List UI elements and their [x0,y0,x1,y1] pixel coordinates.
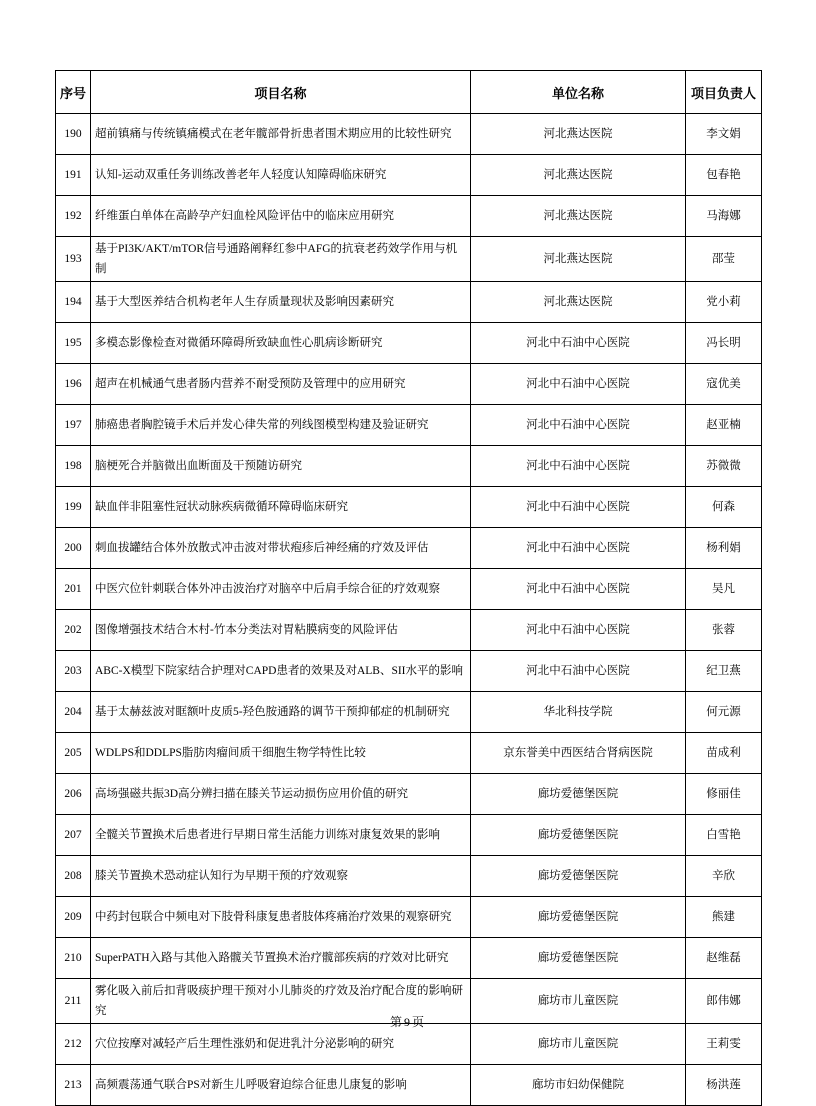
cell-unit-name: 河北中石油中心医院 [471,569,686,610]
cell-unit-name: 河北中石油中心医院 [471,323,686,364]
cell-unit-name: 廊坊市儿童医院 [471,979,686,1024]
cell-no: 198 [56,446,91,487]
cell-no: 206 [56,774,91,815]
cell-no: 193 [56,237,91,282]
cell-leader: 杨洪莲 [686,1065,762,1106]
cell-no: 207 [56,815,91,856]
table-row [56,114,762,155]
cell-unit-name: 京东誉美中西医结合肾病医院 [471,733,686,774]
table-row [56,897,762,938]
cell-project-name: 缺血伴非阻塞性冠状动脉疾病微循环障碍临床研究 [91,487,471,528]
cell-leader: 党小莉 [686,282,762,323]
cell-unit-name: 河北中石油中心医院 [471,364,686,405]
table-row [56,323,762,364]
cell-unit-name: 廊坊爱德堡医院 [471,774,686,815]
cell-no: 211 [56,979,91,1024]
cell-leader: 冯长明 [686,323,762,364]
cell-no: 202 [56,610,91,651]
cell-leader: 何元源 [686,692,762,733]
header-no: 序号 [56,71,91,114]
cell-unit-name: 河北中石油中心医院 [471,446,686,487]
cell-unit-name: 廊坊爱德堡医院 [471,897,686,938]
cell-unit-name: 河北燕达医院 [471,114,686,155]
cell-no: 196 [56,364,91,405]
cell-project-name: 多模态影像检查对微循环障碍所致缺血性心肌病诊断研究 [91,323,471,364]
cell-project-name: 基于太赫兹波对眶额叶皮质5-羟色胺通路的调节干预抑郁症的机制研究 [91,692,471,733]
cell-project-name: 高场强磁共振3D高分辨扫描在膝关节运动损伤应用价值的研究 [91,774,471,815]
cell-leader: 马海娜 [686,196,762,237]
cell-project-name: 图像增强技术结合木村-竹本分类法对胃粘膜病变的风险评估 [91,610,471,651]
table-row [56,196,762,237]
cell-project-name: 超声在机械通气患者肠内营养不耐受预防及管理中的应用研究 [91,364,471,405]
cell-project-name: 中医穴位针刺联合体外冲击波治疗对脑卒中后肩手综合征的疗效观察 [91,569,471,610]
cell-no: 213 [56,1065,91,1106]
cell-project-name: 全髋关节置换术后患者进行早期日常生活能力训练对康复效果的影响 [91,815,471,856]
cell-project-name: 高频震荡通气联合PS对新生儿呼吸窘迫综合征患儿康复的影响 [91,1065,471,1106]
cell-no: 208 [56,856,91,897]
cell-project-name: 基于PI3K/AKT/mTOR信号通路阐释红参中AFG的抗衰老药效学作用与机制 [91,237,471,282]
cell-no: 212 [56,1024,91,1065]
cell-project-name: 中药封包联合中频电对下肢骨科康复患者肢体疼痛治疗效果的观察研究 [91,897,471,938]
cell-leader: 白雪艳 [686,815,762,856]
cell-unit-name: 河北中石油中心医院 [471,405,686,446]
cell-leader: 王莉雯 [686,1024,762,1065]
table-row [56,1065,762,1106]
cell-no: 203 [56,651,91,692]
cell-leader: 熊建 [686,897,762,938]
cell-unit-name: 廊坊爱德堡医院 [471,938,686,979]
table-row [56,155,762,196]
cell-project-name: 基于大型医养结合机构老年人生存质量现状及影响因素研究 [91,282,471,323]
table-body [56,114,762,1106]
cell-unit-name: 河北中石油中心医院 [471,528,686,569]
cell-no: 201 [56,569,91,610]
cell-leader: 何森 [686,487,762,528]
table-row [56,364,762,405]
cell-project-name: 纤维蛋白单体在高龄孕产妇血栓风险评估中的临床应用研究 [91,196,471,237]
cell-project-name: 雾化吸入前后扣背吸痰护理干预对小儿肺炎的疗效及治疗配合度的影响研究 [91,979,471,1024]
cell-unit-name: 河北燕达医院 [471,282,686,323]
cell-leader: 修丽佳 [686,774,762,815]
cell-project-name: 脑梗死合并脑微出血断面及干预随访研究 [91,446,471,487]
cell-project-name: 刺血拔罐结合体外放散式冲击波对带状疱疹后神经痛的疗效及评估 [91,528,471,569]
cell-project-name: WDLPS和DDLPS脂肪肉瘤间质干细胞生物学特性比较 [91,733,471,774]
header-unit-name: 单位名称 [471,71,686,114]
table-row [56,815,762,856]
cell-unit-name: 华北科技学院 [471,692,686,733]
cell-no: 199 [56,487,91,528]
table-row [56,938,762,979]
cell-no: 190 [56,114,91,155]
table-header [56,71,762,114]
cell-project-name: 超前镇痛与传统镇痛模式在老年髋部骨折患者围术期应用的比较性研究 [91,114,471,155]
cell-leader: 邵莹 [686,237,762,282]
cell-leader: 寇优美 [686,364,762,405]
cell-leader: 郎伟娜 [686,979,762,1024]
cell-leader: 张蓉 [686,610,762,651]
table-row [56,237,762,282]
table-row [56,610,762,651]
cell-unit-name: 河北中石油中心医院 [471,487,686,528]
cell-no: 197 [56,405,91,446]
cell-no: 194 [56,282,91,323]
cell-leader: 吴凡 [686,569,762,610]
cell-unit-name: 廊坊市儿童医院 [471,1024,686,1065]
cell-project-name: SuperPATH入路与其他入路髋关节置换术治疗髋部疾病的疗效对比研究 [91,938,471,979]
cell-leader: 包春艳 [686,155,762,196]
header-project-name: 项目名称 [91,71,471,114]
cell-unit-name: 廊坊爱德堡医院 [471,815,686,856]
cell-no: 200 [56,528,91,569]
cell-no: 205 [56,733,91,774]
cell-project-name: 膝关节置换术恐动症认知行为早期干预的疗效观察 [91,856,471,897]
cell-no: 191 [56,155,91,196]
cell-leader: 纪卫燕 [686,651,762,692]
header-leader: 项目负责人 [686,71,762,114]
project-table [55,70,762,1106]
cell-project-name: 肺癌患者胸腔镜手术后并发心律失常的列线图模型构建及验证研究 [91,405,471,446]
cell-unit-name: 河北中石油中心医院 [471,651,686,692]
table-row [56,282,762,323]
page-number: 第9页 [389,1015,426,1029]
cell-unit-name: 河北中石油中心医院 [471,610,686,651]
cell-project-name: 穴位按摩对减轻产后生理性涨奶和促进乳汁分泌影响的研究 [91,1024,471,1065]
cell-leader: 赵亚楠 [686,405,762,446]
cell-unit-name: 河北燕达医院 [471,237,686,282]
table-row [56,856,762,897]
cell-unit-name: 河北燕达医院 [471,155,686,196]
cell-leader: 李文娟 [686,114,762,155]
header-row [56,71,762,114]
cell-no: 210 [56,938,91,979]
table-row [56,405,762,446]
cell-no: 192 [56,196,91,237]
table-row [56,651,762,692]
cell-leader: 苏微微 [686,446,762,487]
cell-unit-name: 廊坊市妇幼保健院 [471,1065,686,1106]
table-row [56,774,762,815]
cell-unit-name: 廊坊爱德堡医院 [471,856,686,897]
table-row [56,487,762,528]
cell-leader: 杨利娟 [686,528,762,569]
cell-leader: 辛欣 [686,856,762,897]
cell-leader: 赵维磊 [686,938,762,979]
cell-project-name: 认知-运动双重任务训练改善老年人轻度认知障碍临床研究 [91,155,471,196]
cell-no: 209 [56,897,91,938]
cell-no: 195 [56,323,91,364]
cell-project-name: ABC-X模型下院家结合护理对CAPD患者的效果及对ALB、SII水平的影响 [91,651,471,692]
table-row [56,528,762,569]
table-row [56,446,762,487]
table-row [56,733,762,774]
cell-leader: 苗成利 [686,733,762,774]
cell-unit-name: 河北燕达医院 [471,196,686,237]
cell-no: 204 [56,692,91,733]
table-row [56,569,762,610]
table-row [56,692,762,733]
